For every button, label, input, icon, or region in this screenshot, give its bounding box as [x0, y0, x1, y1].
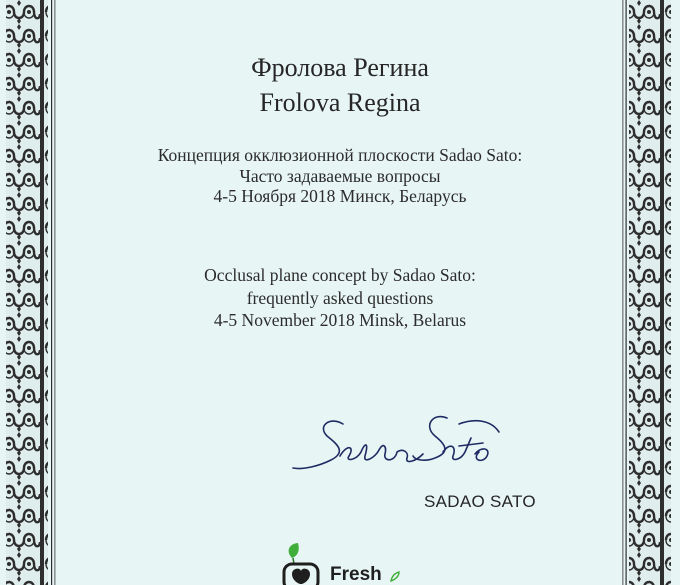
course-title-en: Occlusal plane concept by Sadao Sato: [204, 265, 476, 285]
course-subtitle-ru: Часто задаваемые вопросы [239, 165, 441, 186]
course-date-location-ru: 4-5 Ноября 2018 Минск, Беларусь [213, 186, 467, 206]
signature-stroke [293, 421, 343, 468]
sprout-icon [388, 569, 402, 583]
signatory-name: SADAO SATO [424, 492, 536, 511]
recipient-name-ru: Фролова Регина [251, 53, 429, 82]
signature-stroke [340, 445, 423, 462]
course-subtitle-en: frequently asked questions [246, 287, 434, 308]
course-description-en [0, 264, 680, 332]
recipient-name-en: Frolova Regina [259, 88, 421, 117]
logo-wordmark: Fresh [330, 564, 382, 585]
leaf-icon [289, 543, 299, 558]
course-date-location-en: 4-5 November 2018 Minsk, Belarus [213, 310, 467, 330]
signature-stroke [475, 449, 488, 460]
logo-mark-icon [278, 540, 328, 585]
signature [285, 412, 510, 478]
course-description-ru [0, 145, 680, 207]
signature-stroke [459, 443, 483, 446]
course-title-ru: Концепция окклюзионной плоскости Sadao Sato: [157, 145, 523, 165]
signature-stroke [443, 438, 471, 459]
signature-stroke [459, 421, 499, 432]
signature-stroke [413, 417, 447, 461]
